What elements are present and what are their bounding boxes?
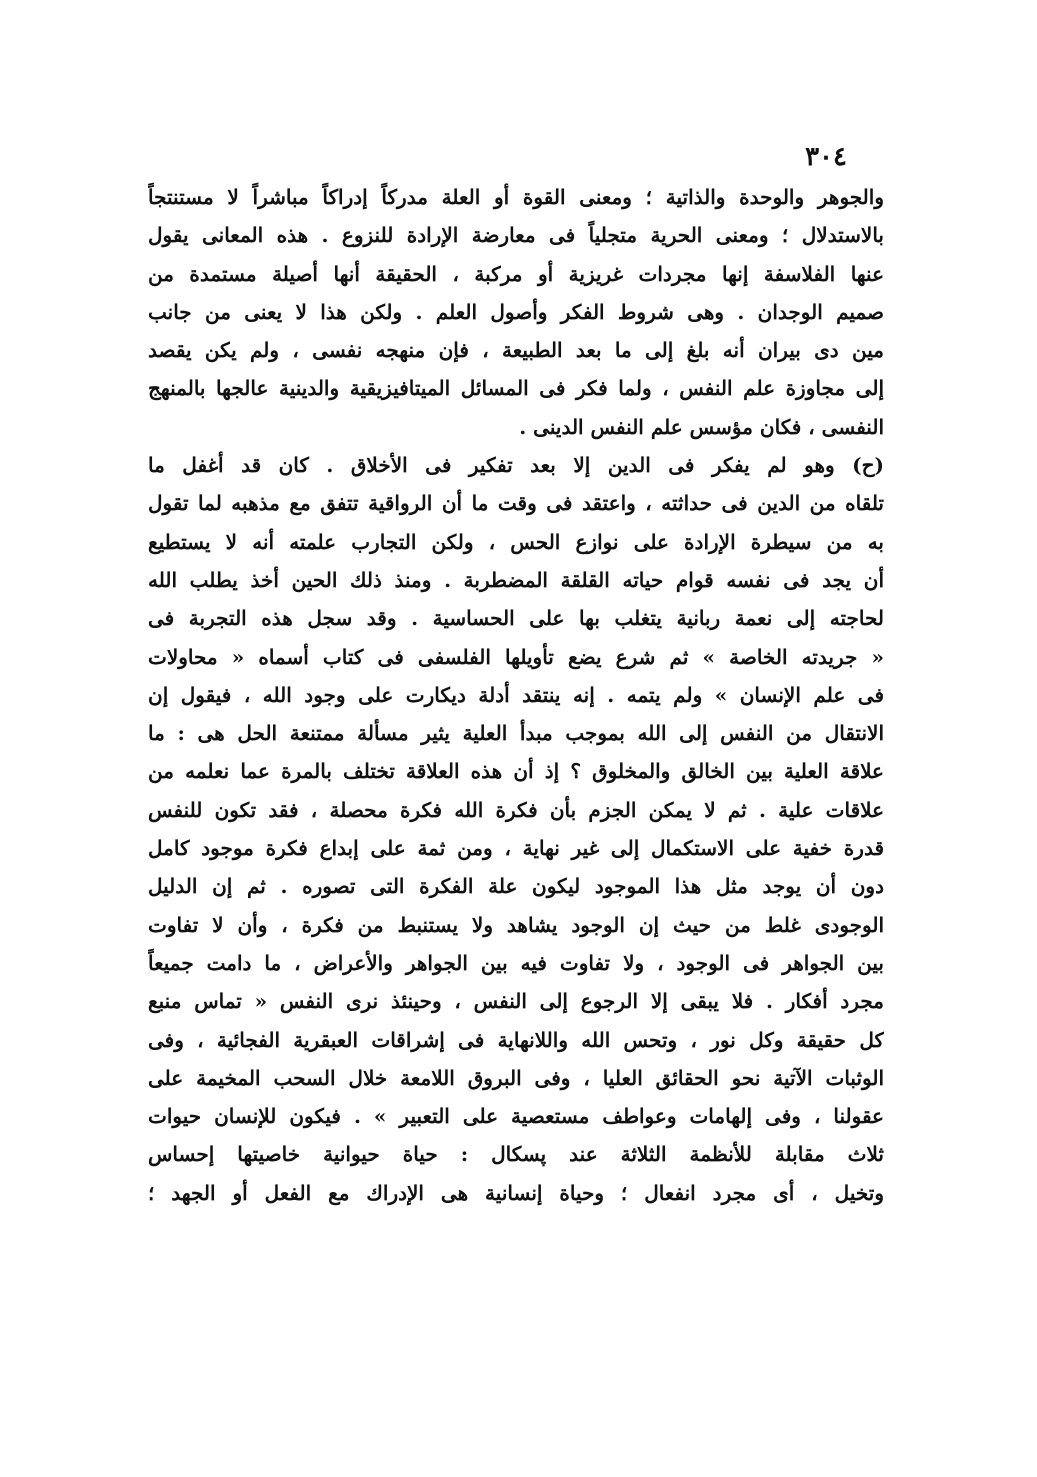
text-line: عنها الفلاسفة إنها مجردات غريزية أو مركبة ، الحقيقة أنها أصيلة مستمدة من bbox=[148, 261, 884, 286]
text-line: فى علم الإنسان » ولم يتمه . إنه ينتقد أدلة ديكارت على وجود الله ، فيقول إن bbox=[148, 682, 884, 707]
text-line: والجوهر والوحدة والذاتية ؛ ومعنى القوة أو العلة مدركاً إدراكاً مباشراً لا مستنتجاً bbox=[148, 185, 884, 209]
text-line: الانتقال من النفس إلى الله بموجب مبدأ العلية يثير مسألة ممتنعة الحل هى : ما bbox=[148, 721, 884, 746]
body-text bbox=[148, 178, 884, 1212]
text-line: النفسى ، فكان مؤسس علم النفس الدينى . bbox=[519, 414, 884, 439]
text-line: أن يجد فى نفسه قوام حياته القلقة المضطربة . ومنذ ذلك الحين أخذ يطلب الله bbox=[148, 567, 884, 592]
text-line: (ح) وهو لم يفكر فى الدين إلا بعد تفكير فى الأخلاق . كان قد أغفل ما bbox=[148, 453, 884, 478]
page-number: ٣٠٤ bbox=[805, 142, 847, 172]
text-line: إلى مجاوزة علم النفس ، ولما فكر فى المسائل الميتافيزيقية والدينية عالجها بالمنهج bbox=[148, 376, 884, 401]
text-line: صميم الوجدان . وهى شروط الفكر وأصول العلم . ولكن هذا لا يعنى من جانب bbox=[148, 299, 884, 324]
text-line: « جريدته الخاصة » ثم شرع يضع تأويلها الفلسفى فى كتاب أسماه « محاولات bbox=[148, 644, 884, 669]
text-line: بالاستدلال ؛ ومعنى الحرية متجلياً فى معارضة الإرادة للنزوع . هذه المعانى يقول bbox=[148, 223, 884, 248]
text-line: وتخيل ، أى مجرد انفعال ؛ وحياة إنسانية هى الإدراك مع الفعل أو الجهد ؛ bbox=[148, 1180, 884, 1205]
text-line: علاقة العلية بين الخالق والمخلوق ؟ إذ أن هذه العلاقة تختلف بالمرة عما نعلمه من bbox=[148, 759, 884, 784]
text-line: عقولنا ، وفى إلهامات وعواطف مستعصية على التعبير » . فيكون للإنسان حيوات bbox=[148, 1104, 884, 1129]
text-line: تلقاه من الدين فى حداثته ، واعتقد فى وقت ما أن الرواقية تتفق مع مذهبه لما تقول bbox=[148, 491, 884, 516]
text-line: بين الجواهر فى الوجود ، ولا تفاوت فيه بين الجواهر والأعراض ، ما دامت جميعاً bbox=[148, 950, 884, 975]
text-line: علاقات علية . ثم لا يمكن الجزم بأن فكرة الله فكرة محصلة ، فقد تكون للنفس bbox=[148, 797, 884, 822]
text-line: كل حقيقة وكل نور ، وتحس الله واللانهاية فى إشراقات العبقرية الفجائية ، وفى bbox=[148, 1027, 884, 1052]
text-line: مجرد أفكار . فلا يبقى إلا الرجوع إلى النفس ، وحينئذ نرى النفس « تماس منبع bbox=[148, 989, 884, 1014]
text-line: الوثبات الآتية نحو الحقائق العليا ، وفى البروق اللامعة خلال السحب المخيمة على bbox=[148, 1065, 884, 1090]
text-line: به من سيطرة الإرادة على نوازع الحس ، ولكن التجارب علمته أنه لا يستطيع bbox=[148, 529, 884, 554]
text-line: دون أن يوجد مثل هذا الموجود ليكون علة الفكرة التى تصوره . ثم إن الدليل bbox=[148, 874, 884, 899]
text-line: ثلاث مقابلة للأنظمة الثلاثة عند پسكال : حياة حيوانية خاصيتها إحساس bbox=[148, 1142, 884, 1167]
text-line: قدرة خفية على الاستكمال إلى غير نهاية ، ومن ثمة على إبداع فكرة موجود كامل bbox=[148, 836, 884, 861]
text-line: الوجودى غلط من حيث إن الوجود يشاهد ولا يستنبط من فكرة ، وأن لا تفاوت bbox=[148, 912, 884, 937]
text-line: مين دى بيران أنه بلغ إلى ما بعد الطبيعة ، فإن منهجه نفسى ، ولم يكن يقصد bbox=[148, 338, 884, 363]
text-line: لحاجته إلى نعمة ربانية يتغلب بها على الحساسية . وقد سجل هذه التجربة فى bbox=[148, 606, 884, 631]
